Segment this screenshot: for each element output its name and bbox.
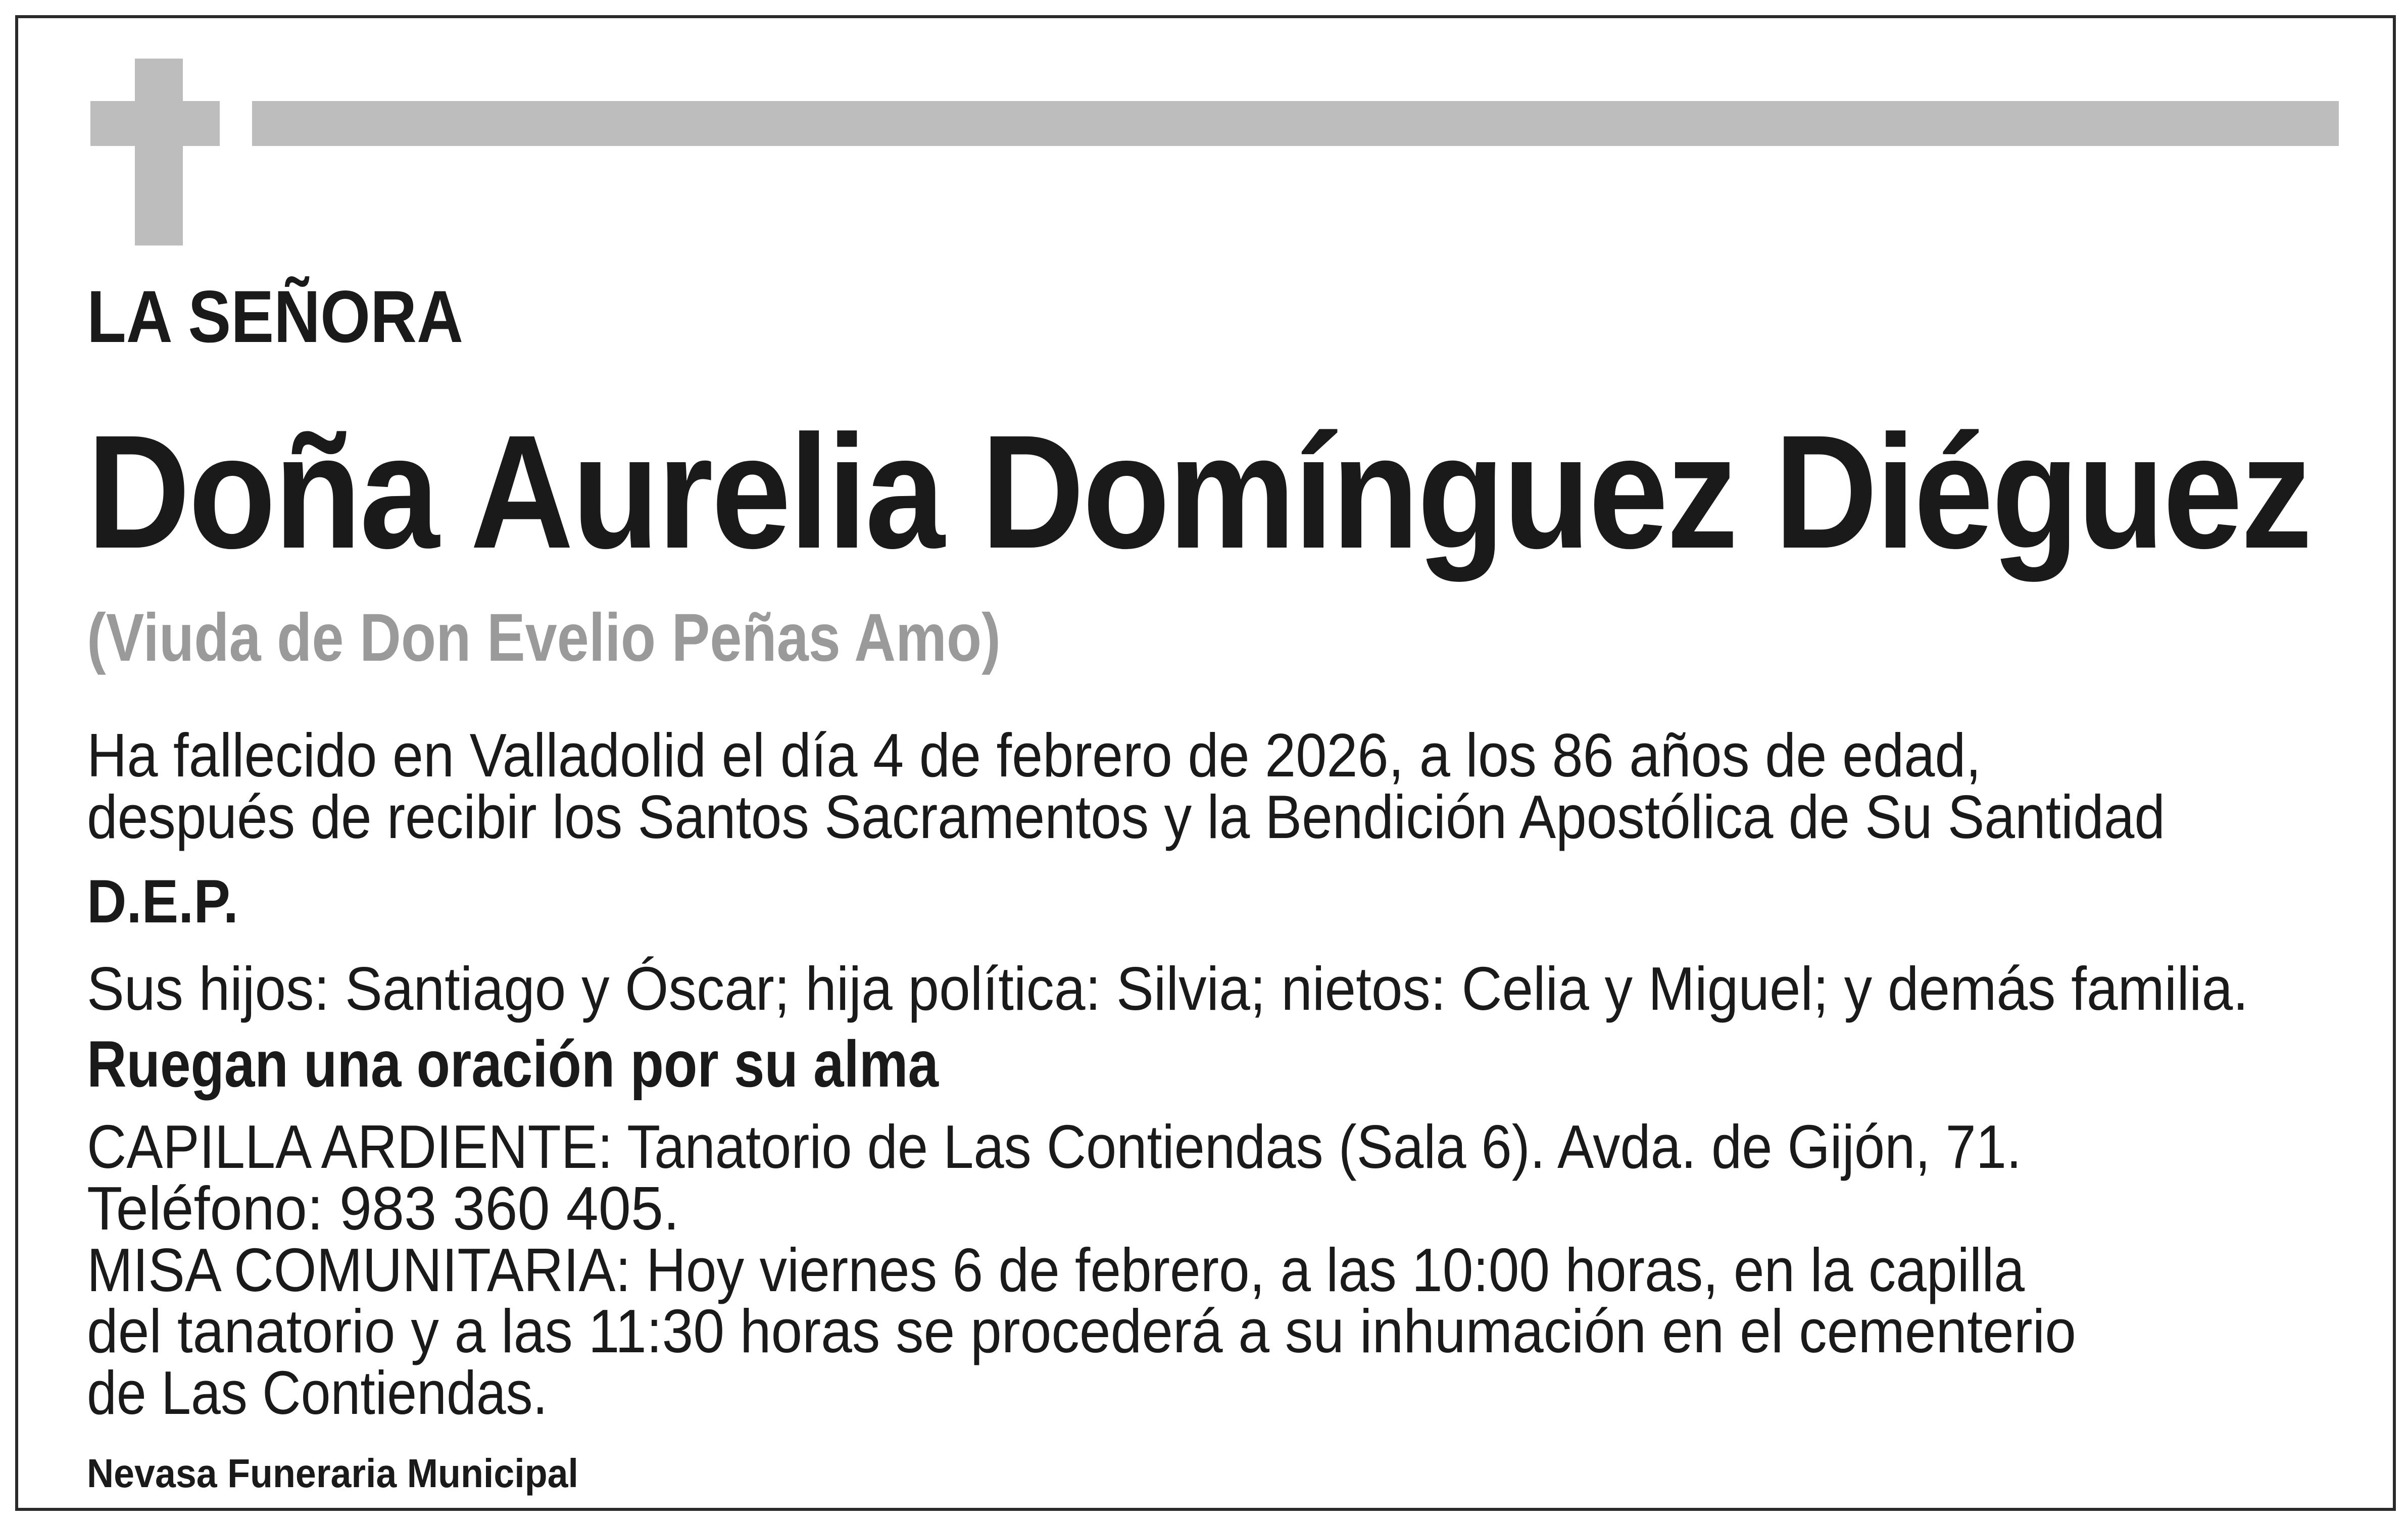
funeral-home: Nevasa Funeraria Municipal	[87, 1451, 578, 1496]
prayer: Ruegan una oración por su alma	[87, 1027, 939, 1101]
details-line-1: CAPILLA ARDIENTE: Tanatorio de Las Contiendas (Sala 6). Avda. de Gijón, 71.	[87, 1112, 2022, 1181]
details-line-2: Teléfono: 983 360 405.	[87, 1174, 679, 1243]
title-prefix: LA SEÑORA	[87, 275, 463, 358]
cross-horizontal	[90, 101, 220, 146]
deceased-name: Doña Aurelia Domínguez Diéguez	[87, 401, 2311, 582]
rip: D.E.P.	[87, 867, 238, 936]
cross-vertical	[135, 59, 183, 245]
death-line-2: después de recibir los Santos Sacramentos y la Bendición Apostólica de Su Santidad	[87, 782, 2165, 851]
details-line-3: MISA COMUNITARIA: Hoy viernes 6 de febrero, a las 10:00 horas, en la capilla	[87, 1236, 2025, 1304]
death-line-1: Ha fallecido en Valladolid el día 4 de febrero de 2026, a los 86 años de edad,	[87, 721, 1981, 790]
family: Sus hijos: Santiago y Óscar; hija política: Silvia; nietos: Celia y Miguel; y demás familia.	[87, 954, 2248, 1023]
details-line-4: del tanatorio y a las 11:30 horas se procederá a su inhumación en el cementerio	[87, 1297, 2076, 1365]
subtitle: (Viuda de Don Evelio Peñas Amo)	[87, 600, 1001, 675]
details-line-5: de Las Contiendas.	[87, 1358, 548, 1427]
header-rule	[252, 101, 2339, 146]
